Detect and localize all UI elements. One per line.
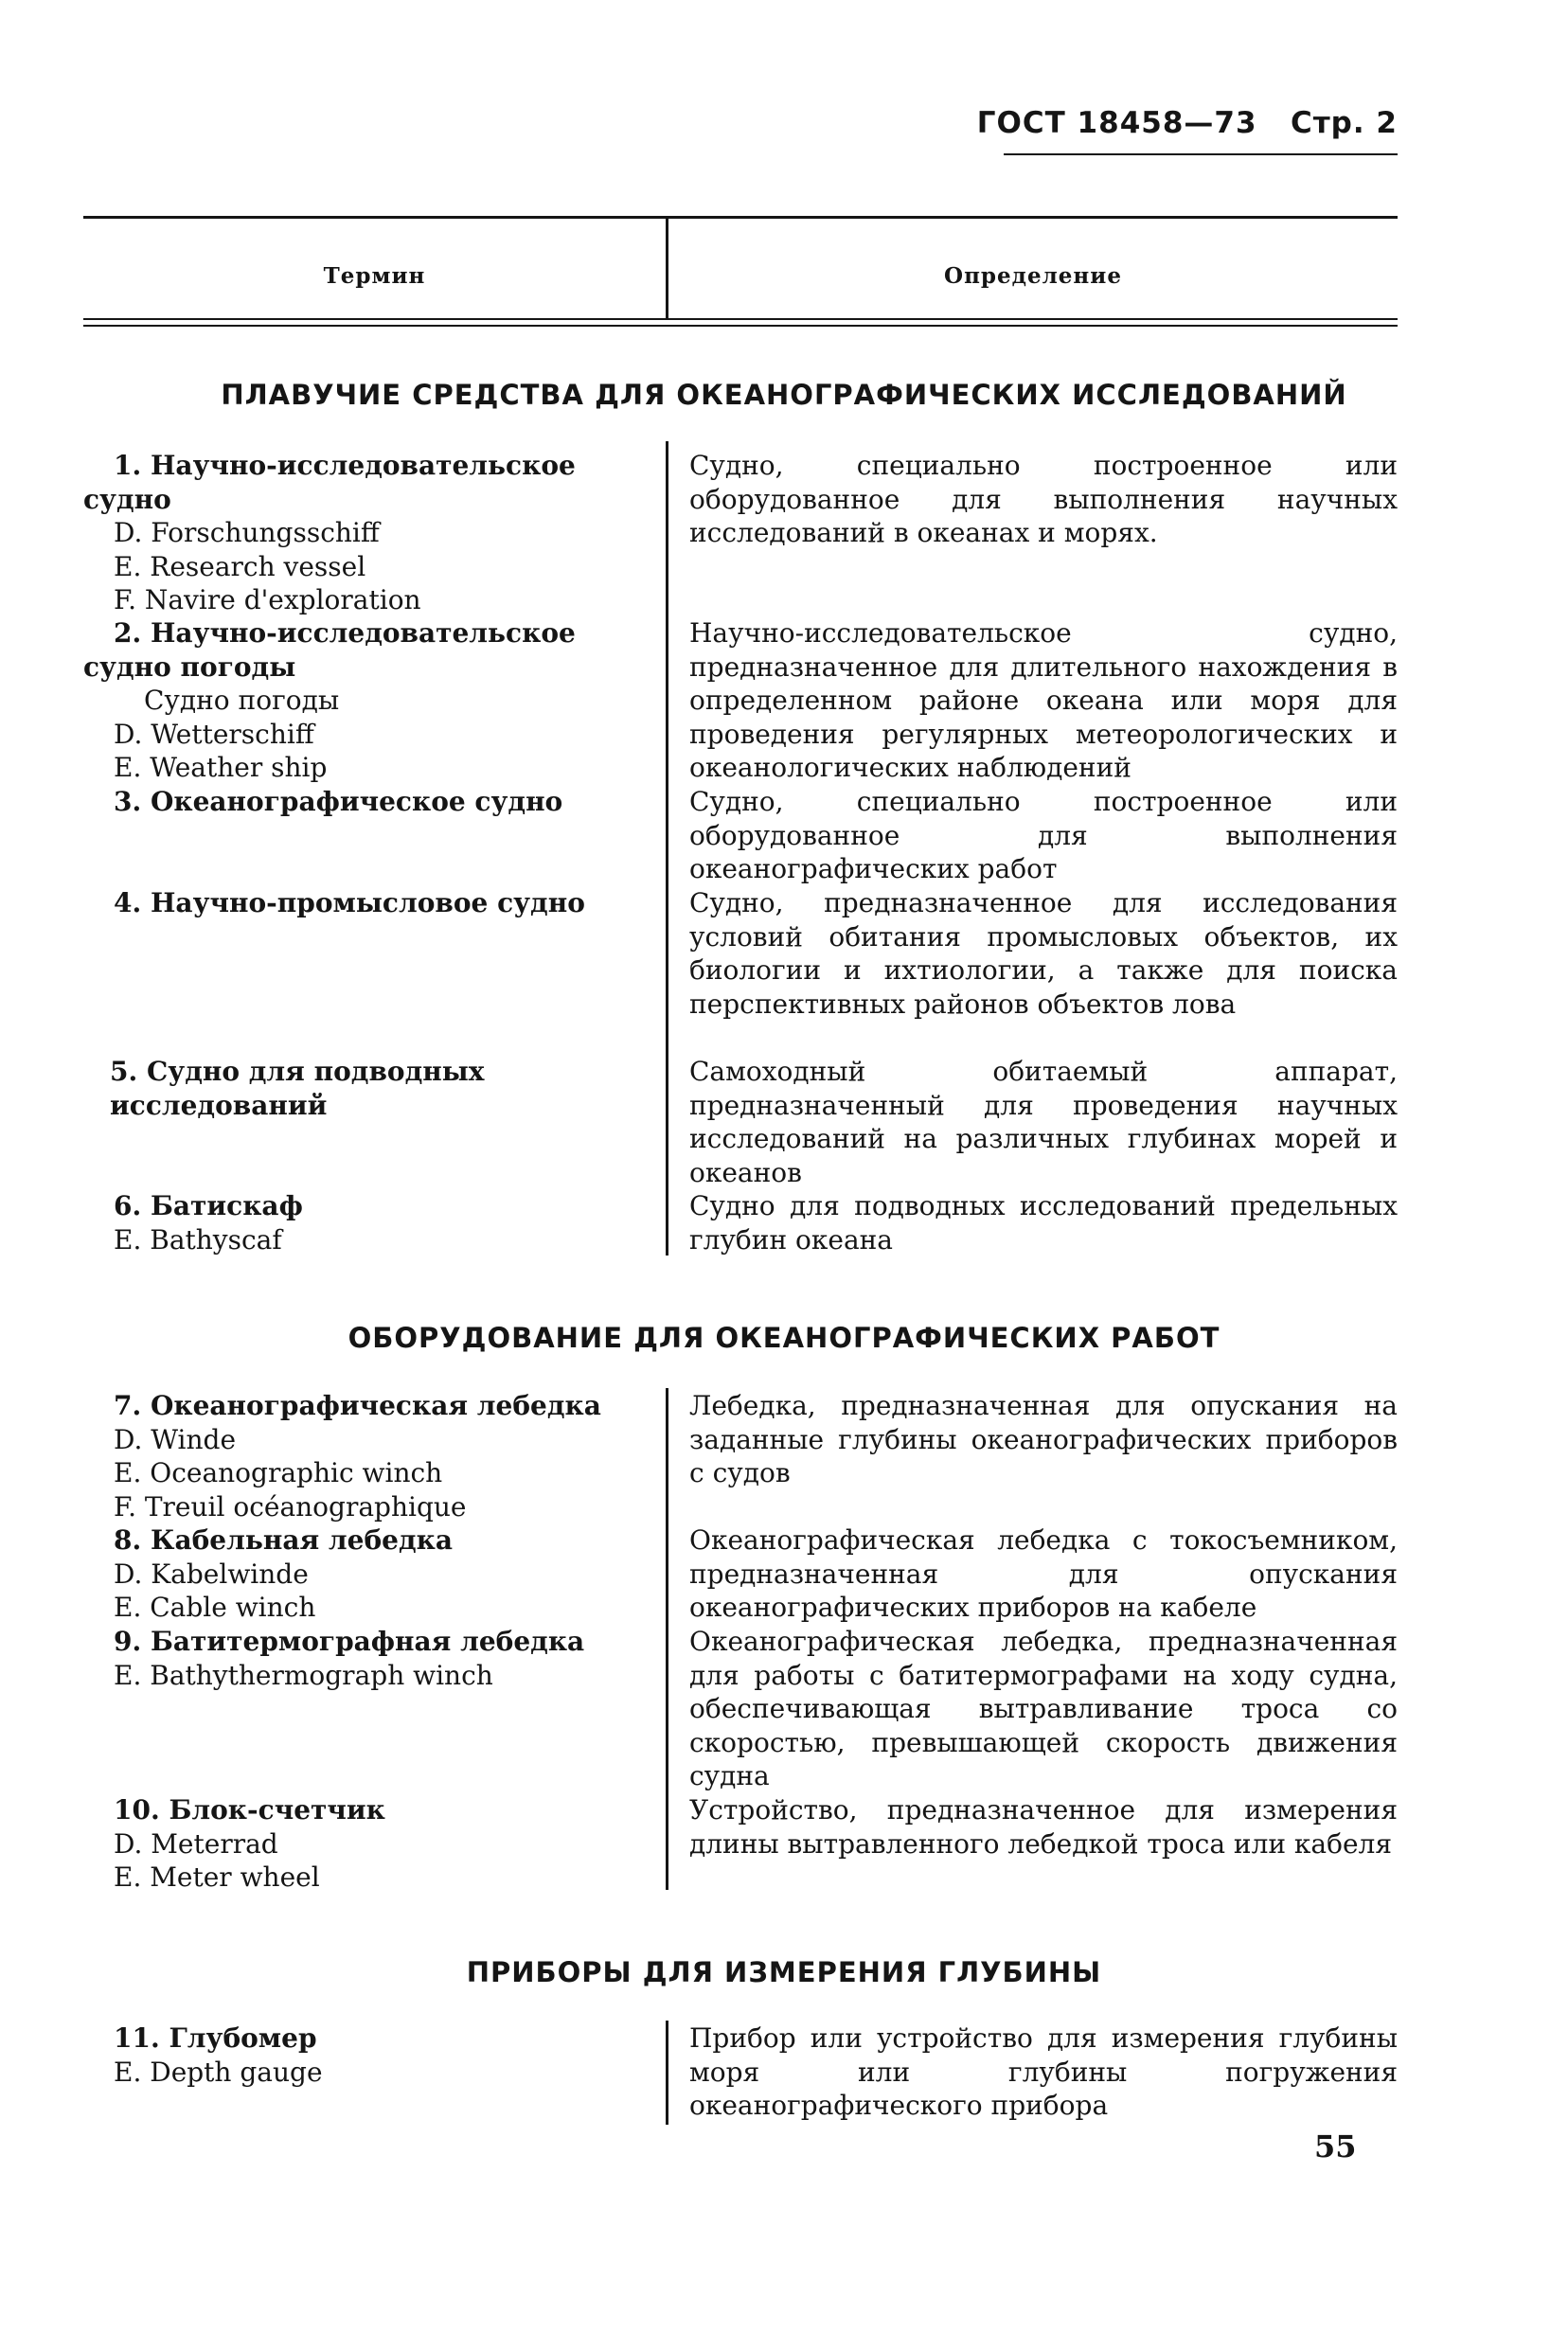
term-equivalent: E. Depth gauge <box>114 2056 323 2088</box>
term-name-cont: судно <box>83 483 171 515</box>
term-entry-1 <box>83 449 651 617</box>
section-title: ПРИБОРЫ ДЛЯ ИЗМЕРЕНИЯ ГЛУБИНЫ <box>466 1956 1102 1988</box>
term-equivalent: E. Bathyscaf <box>114 1223 282 1256</box>
term-equivalent: D. Winde <box>114 1423 237 1455</box>
term-equivalent: E. Meter wheel <box>114 1861 320 1893</box>
term-entry-4 <box>83 886 651 920</box>
term-equivalent: D. Wetterschiff <box>114 718 314 750</box>
term-entry-3 <box>83 785 651 819</box>
term-entry-7 <box>83 1389 651 1523</box>
header-rule <box>1004 153 1398 155</box>
column-divider <box>666 1388 668 1890</box>
term-name: 2. Научно-исследовательское <box>114 617 576 649</box>
page-label: Стр. 2 <box>1290 106 1398 140</box>
term-entry-5 <box>83 1055 651 1122</box>
column-head-term: Термин <box>323 263 426 289</box>
term-synonym: Судно погоды <box>144 685 340 716</box>
column-head-definition: Определение <box>944 263 1122 289</box>
term-name: 9. Батитермографная лебедка <box>114 1626 585 1657</box>
definition-4: Судно, предназначенное для исследования условий обитания промысловых объектов, их биологии и ихтиологии, а также для поиска перспективных районов объектов лова <box>689 887 1398 1020</box>
definition-2: Научно-исследовательское судно, предназначенное для длительного нахождения в определенном районе океана или моря для проведения регулярных метеорологических и океанологических наблюдений <box>689 617 1398 783</box>
term-equivalent: D. Forschungsschiff <box>114 517 380 548</box>
table-head-rule-2 <box>83 325 1398 327</box>
column-divider <box>666 2021 668 2125</box>
term-entry-11 <box>83 2022 651 2089</box>
table-head-rule-1 <box>83 318 1398 320</box>
definition-5: Самоходный обитаемый аппарат, предназначенный для проведения научных исследований на различных глубинах морей и океанов <box>689 1056 1398 1188</box>
term-entry-2 <box>83 616 651 785</box>
term-entry-9 <box>83 1625 651 1692</box>
table-top-rule <box>83 216 1398 219</box>
term-name: 1. Научно-исследовательское <box>114 450 576 481</box>
term-equivalent: F. Navire d'exploration <box>114 584 421 615</box>
term-name: 6. Батискаф <box>114 1190 303 1221</box>
term-name: 10. Блок-счетчик <box>114 1794 385 1826</box>
term-equivalent: E. Cable winch <box>114 1592 316 1623</box>
definition-6: Судно для подводных исследований предельных глубин океана <box>689 1190 1398 1256</box>
term-equivalent: E. Oceanographic winch <box>114 1457 443 1488</box>
term-name: 3. Океанографическое судно <box>114 786 563 817</box>
definition-11: Прибор или устройство для измерения глубины моря или глубины погружения океанографического прибора <box>689 2022 1398 2121</box>
definition-9: Океанографическая лебедка, предназначенная для работы с батитермографами на ходу судна, обеспечивающая вытравливание троса со скоростью, превышающей скорость движения судна <box>689 1626 1398 1791</box>
section-title: ПЛАВУЧИЕ СРЕДСТВА ДЛЯ ОКЕАНОГРАФИЧЕСКИХ ИССЛЕДОВАНИЙ <box>221 379 1347 411</box>
term-entry-6 <box>83 1189 651 1256</box>
term-equivalent: F. Treuil océanographique <box>114 1490 467 1523</box>
definition-1: Судно, специально построенное или оборудованное для выполнения научных исследований в океанах и морях. <box>689 450 1398 548</box>
section-title: ОБОРУДОВАНИЕ ДЛЯ ОКЕАНОГРАФИЧЕСКИХ РАБОТ <box>347 1322 1221 1354</box>
term-name-cont: судно погоды <box>83 650 296 683</box>
column-divider <box>666 441 668 1256</box>
page-header <box>0 106 1398 140</box>
definition-7: Лебедка, предназначенная для опускания на заданные глубины океанографических приборов с судов <box>689 1390 1398 1488</box>
term-entry-10 <box>83 1793 651 1895</box>
term-equivalent: E. Research vessel <box>114 550 366 582</box>
term-equivalent: E. Weather ship <box>114 752 328 783</box>
term-name: 4. Научно-промысловое судно <box>114 887 585 918</box>
definition-10: Устройство, предназначенное для измерения длины вытравленного лебедкой троса или кабеля <box>689 1794 1398 1860</box>
term-name: 11. Глубомер <box>114 2022 317 2054</box>
term-name: 8. Кабельная лебедка <box>114 1524 453 1556</box>
term-name: 5. Судно для подводных исследований <box>110 1056 485 1121</box>
term-name: 7. Океанографическая лебедка <box>114 1390 601 1421</box>
term-equivalent: D. Kabelwinde <box>114 1558 309 1590</box>
definition-8: Океанографическая лебедка с токосъемником, предназначенная для опускания океанографических приборов на кабеле <box>689 1524 1398 1623</box>
term-equivalent: D. Meterrad <box>114 1827 278 1860</box>
definition-3: Судно, специально построенное или оборудованное для выполнения океанографических работ <box>689 786 1398 884</box>
term-entry-8 <box>83 1523 651 1625</box>
standard-number: ГОСТ 18458—73 <box>976 106 1257 140</box>
term-equivalent: E. Bathythermograph winch <box>114 1659 493 1691</box>
page-number: 55 <box>1314 2128 1357 2164</box>
